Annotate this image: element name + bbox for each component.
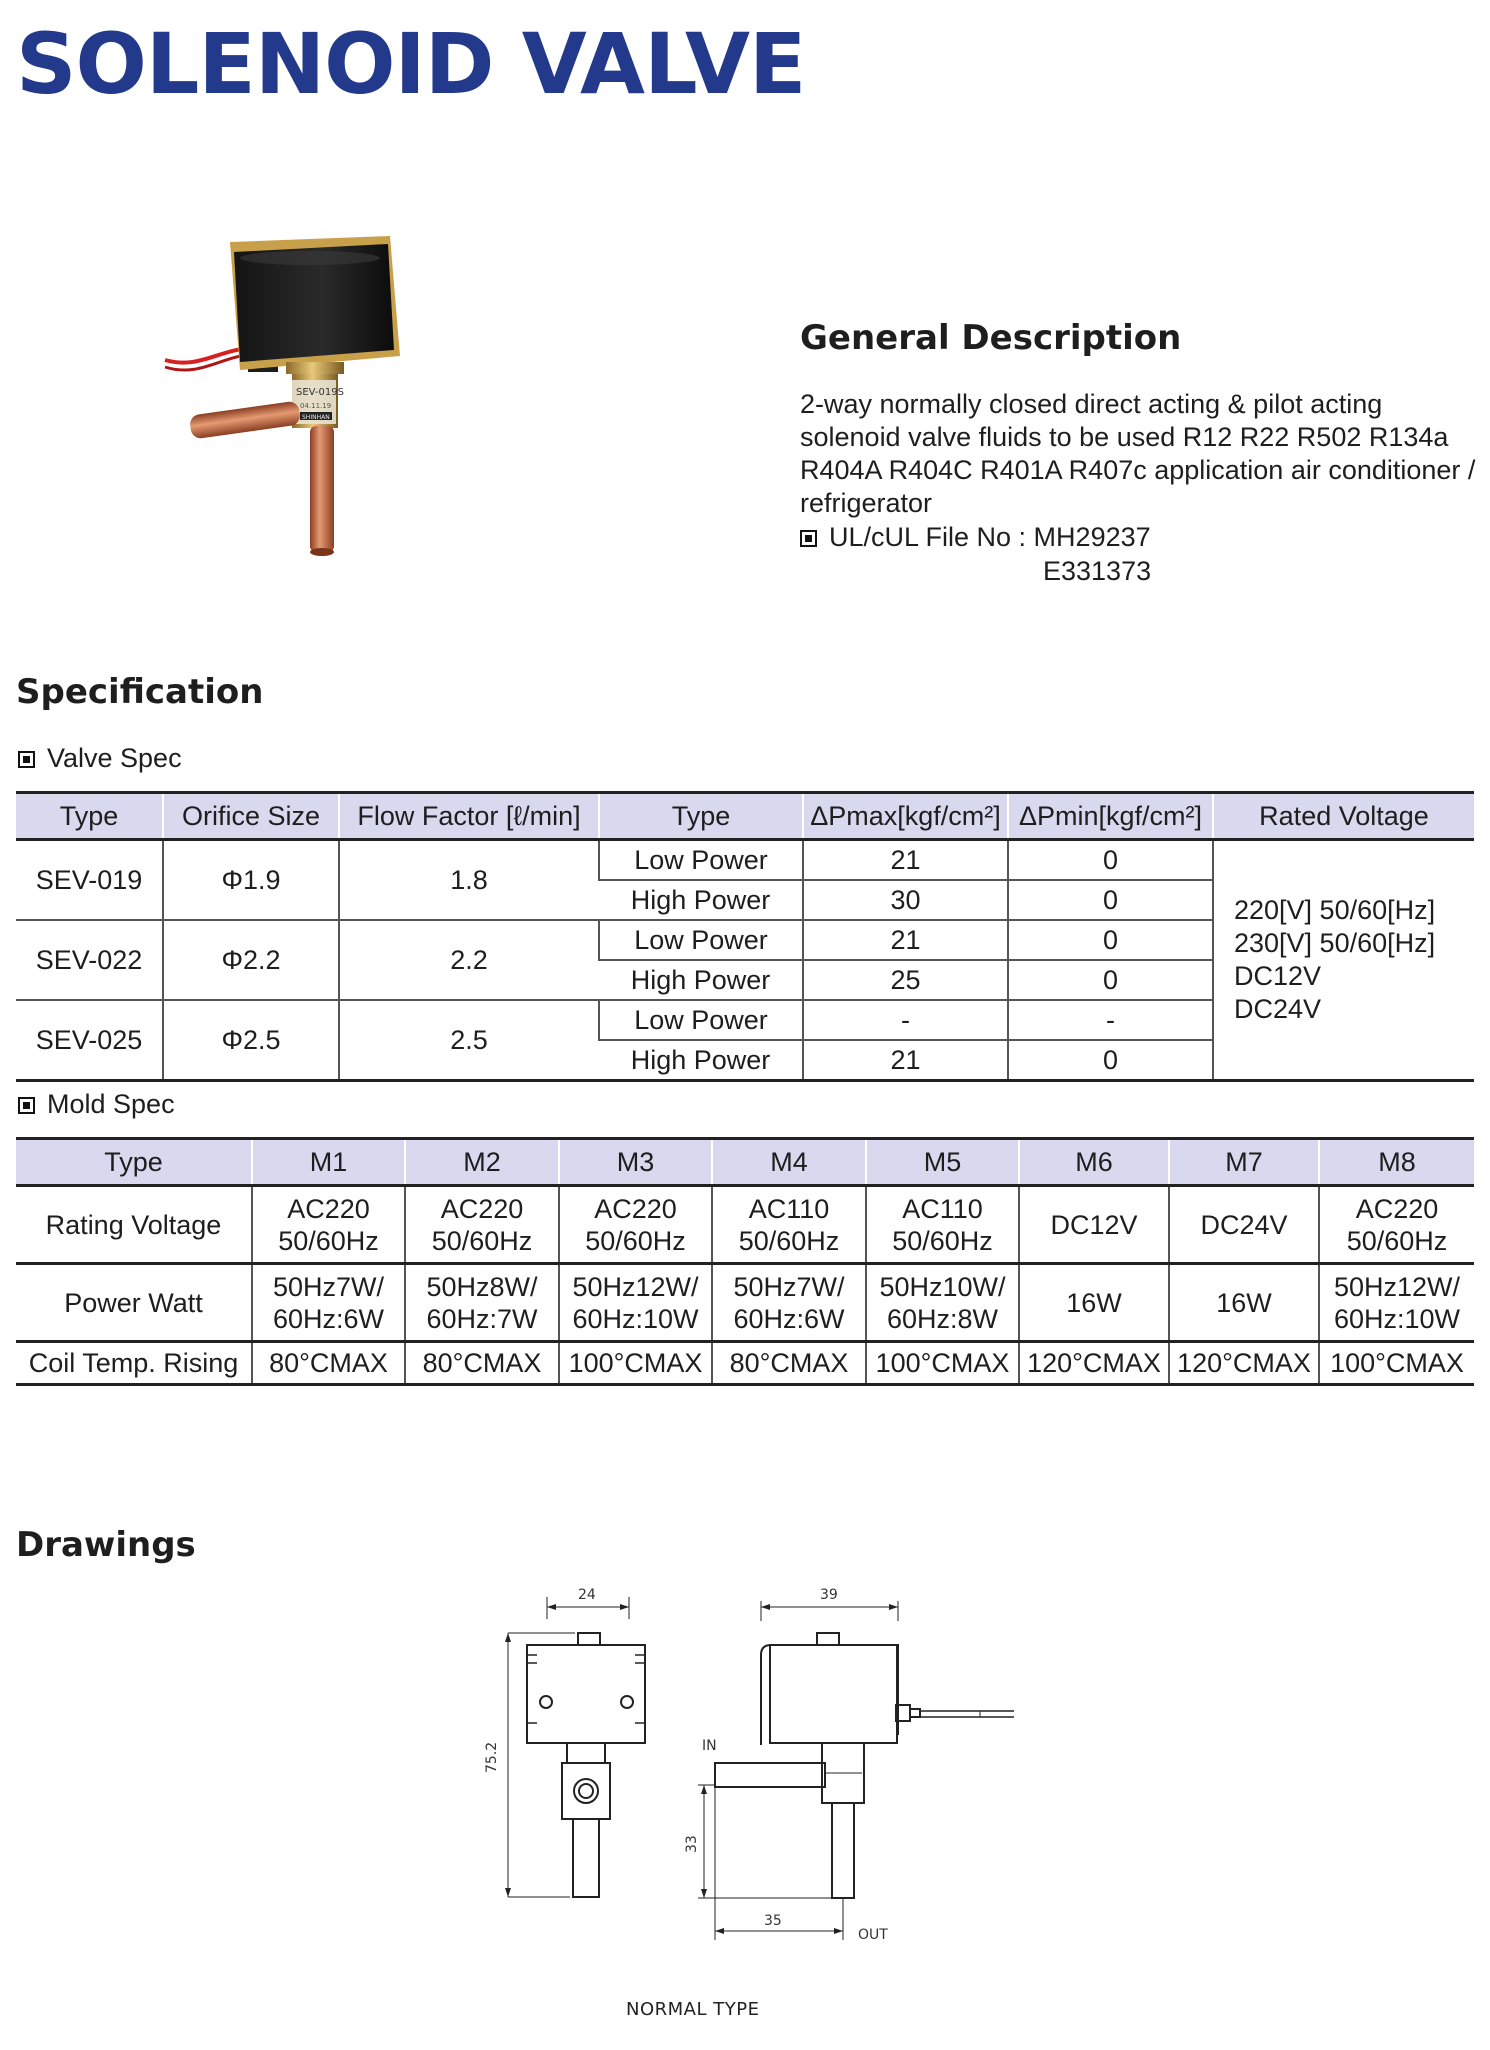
table-cell: AC220 50/60Hz — [1319, 1186, 1474, 1264]
table-cell: 16W — [1169, 1264, 1319, 1342]
col-flow-factor: Flow Factor [ℓ/min] — [339, 793, 599, 840]
table-cell: 80°CMAX — [252, 1342, 405, 1385]
row-label: Rating Voltage — [16, 1186, 252, 1264]
pmin-value: 0 — [1008, 880, 1213, 920]
col-orifice-size: Orifice Size — [163, 793, 339, 840]
rated-voltage-cell — [1213, 840, 1474, 1081]
table-cell: 80°CMAX — [712, 1342, 866, 1385]
square-bullet-icon — [800, 530, 817, 547]
table-cell: 16W — [1019, 1264, 1169, 1342]
svg-text:04.11.19: 04.11.19 — [300, 402, 332, 410]
table-cell: 50Hz8W/ 60Hz:7W — [405, 1264, 559, 1342]
row-label: Power Watt — [16, 1264, 252, 1342]
flow-factor: 2.5 — [339, 1000, 599, 1081]
flow-factor: 1.8 — [339, 840, 599, 921]
model-type: SEV-022 — [16, 920, 163, 1000]
table-cell: 80°CMAX — [405, 1342, 559, 1385]
col-power-type: Type — [599, 793, 803, 840]
col-m5: M5 — [866, 1139, 1019, 1186]
power-type: High Power — [599, 960, 803, 1000]
col-rated-voltage: Rated Voltage — [1213, 793, 1474, 840]
row-label: Coil Temp. Rising — [28, 1348, 239, 1378]
col-m2: M2 — [405, 1139, 559, 1186]
pmin-value: 0 — [1008, 960, 1213, 1000]
col-pmin: ΔPmin[kgf/cm²] — [1008, 793, 1213, 840]
photo-label: SEV-019S — [296, 387, 344, 398]
col-m7: M7 — [1169, 1139, 1319, 1186]
ul-file-line: UL/cUL File No : MH29237 — [800, 521, 1151, 554]
mold-spec-table — [16, 1137, 1474, 1386]
dim-33: 33 — [684, 1835, 700, 1853]
orifice-size: Φ2.5 — [163, 1000, 339, 1081]
table-cell: 120°CMAX — [1169, 1342, 1319, 1385]
table-cell: DC24V — [1169, 1186, 1319, 1264]
table-row — [16, 1264, 1474, 1342]
side-view — [684, 1587, 1014, 1943]
mold-spec-label: Mold Spec — [18, 1089, 175, 1120]
pmin-value: 0 — [1008, 920, 1213, 960]
power-type: Low Power — [599, 840, 803, 881]
valve-spec-table — [16, 791, 1474, 1082]
square-bullet-icon — [18, 751, 35, 768]
pmax-value: 21 — [803, 1040, 1008, 1081]
table-cell: AC220 50/60Hz — [559, 1186, 712, 1264]
power-type: High Power — [599, 880, 803, 920]
valve-spec-label: Valve Spec — [18, 743, 182, 774]
mold-header-row — [16, 1139, 1474, 1186]
col-pmax: ΔPmax[kgf/cm²] — [803, 793, 1008, 840]
drawings-heading: Drawings — [16, 1525, 196, 1565]
pmax-value: 30 — [803, 880, 1008, 920]
model-type: SEV-019 — [16, 840, 163, 921]
rated-voltage-line: DC12V — [1234, 961, 1322, 991]
table-cell: 50Hz12W/ 60Hz:10W — [559, 1264, 712, 1342]
valve-header-row — [16, 793, 1474, 840]
page-title: SOLENOID VALVE — [16, 15, 806, 113]
col-type: Type — [16, 793, 163, 840]
col-m8: M8 — [1319, 1139, 1474, 1186]
col-m4: M4 — [712, 1139, 866, 1186]
col-m6: M6 — [1019, 1139, 1169, 1186]
pmax-value: 21 — [803, 840, 1008, 881]
col-m1: M1 — [252, 1139, 405, 1186]
rated-voltage-line: DC24V — [1234, 994, 1322, 1024]
square-bullet-icon — [18, 1097, 35, 1114]
dim-75-2: 75.2 — [484, 1741, 500, 1773]
mold-table-body — [16, 1186, 1474, 1385]
pmin-value: 0 — [1008, 840, 1213, 881]
rated-voltage-line: 220[V] 50/60[Hz] — [1234, 895, 1436, 925]
table-cell: DC12V — [1019, 1186, 1169, 1264]
table-cell: 50Hz7W/ 60Hz:6W — [712, 1264, 866, 1342]
table-cell: AC110 50/60Hz — [866, 1186, 1019, 1264]
table-row — [16, 840, 1474, 881]
col-type: Type — [16, 1139, 252, 1186]
table-cell: 100°CMAX — [866, 1342, 1019, 1385]
table-cell: AC220 50/60Hz — [252, 1186, 405, 1264]
specification-heading: Specification — [16, 672, 264, 712]
table-cell: 100°CMAX — [559, 1342, 712, 1385]
power-type: Low Power — [599, 920, 803, 960]
front-view — [484, 1587, 645, 1897]
technical-drawing — [470, 1575, 1030, 1970]
pmin-value: 0 — [1008, 1040, 1213, 1081]
model-type: SEV-025 — [35, 1024, 143, 1055]
pmax-value: - — [803, 1000, 1008, 1040]
table-cell: 100°CMAX — [1319, 1342, 1474, 1385]
dim-24: 24 — [578, 1587, 596, 1603]
pmin-value: - — [1008, 1000, 1213, 1040]
general-description-text: 2-way normally closed direct acting & pilot acting solenoid valve fluids to be used R12 R22 R502 R134a R404A R404C R401A R407c application air conditioner / refrigerator — [800, 389, 1476, 518]
in-label: IN — [702, 1738, 717, 1754]
table-cell: AC220 50/60Hz — [405, 1186, 559, 1264]
table-cell: AC110 50/60Hz — [712, 1186, 866, 1264]
pmax-value: 21 — [803, 920, 1008, 960]
table-cell: 120°CMAX — [1019, 1342, 1169, 1385]
table-cell: 50Hz7W/ 60Hz:6W — [252, 1264, 405, 1342]
orifice-size: Φ2.2 — [163, 920, 339, 1000]
dim-39: 39 — [820, 1587, 838, 1603]
table-cell: 50Hz12W/ 60Hz:10W — [1319, 1264, 1474, 1342]
power-type: Low Power — [599, 1000, 803, 1040]
general-description-heading: General Description — [800, 318, 1182, 358]
product-photo — [160, 230, 420, 560]
table-cell: 50Hz10W/ 60Hz:8W — [866, 1264, 1019, 1342]
power-type: High Power — [630, 1044, 771, 1075]
flow-factor: 2.2 — [339, 920, 599, 1000]
out-label: OUT — [858, 1927, 888, 1943]
ul-file-number-2: E331373 — [1043, 556, 1152, 586]
drawing-caption: NORMAL TYPE — [626, 1999, 760, 2020]
table-row — [16, 1342, 1474, 1385]
rated-voltage-line: 230[V] 50/60[Hz] — [1234, 928, 1436, 958]
dim-35: 35 — [764, 1913, 782, 1929]
table-row — [16, 1186, 1474, 1264]
col-m3: M3 — [559, 1139, 712, 1186]
orifice-size: Φ1.9 — [163, 840, 339, 921]
svg-text:SHINHAN: SHINHAN — [302, 414, 330, 421]
pmax-value: 25 — [803, 960, 1008, 1000]
